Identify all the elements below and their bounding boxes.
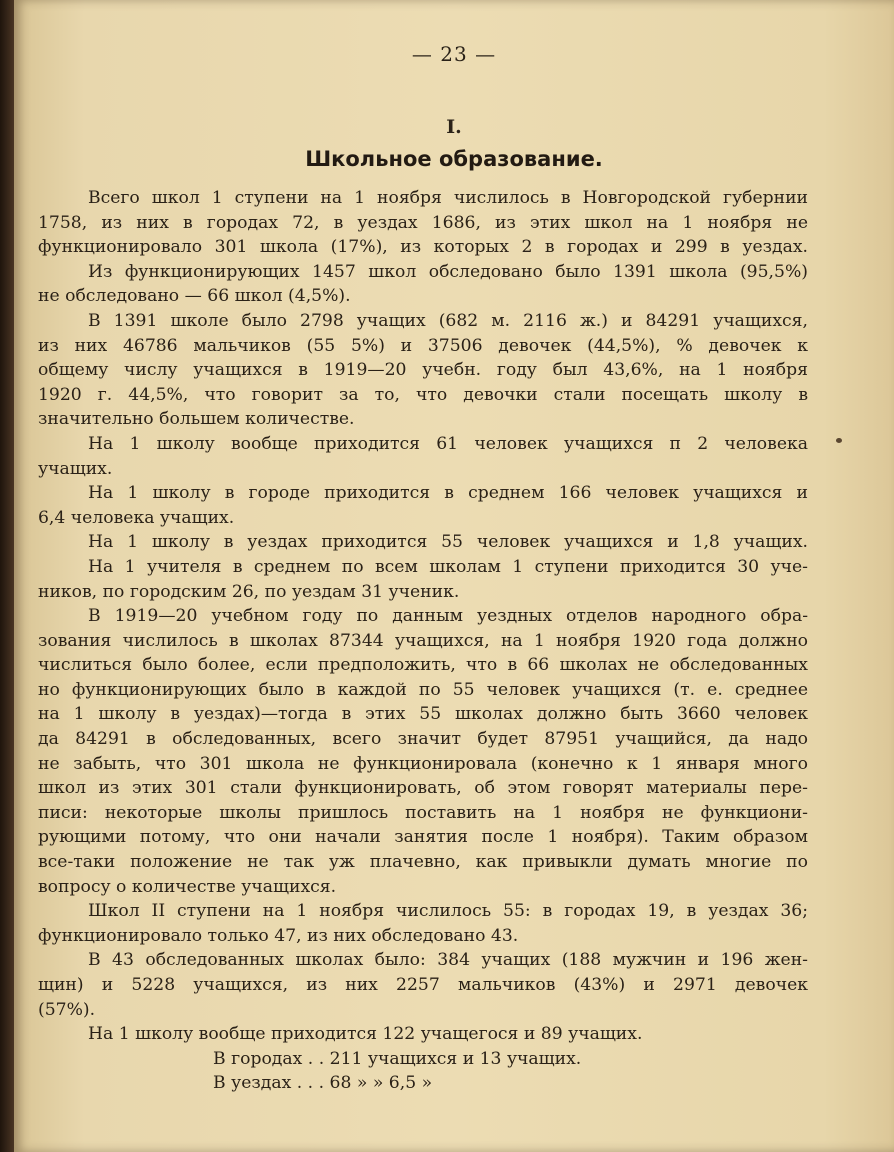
text-line: не обследовано — 66 школ (4,5%).: [38, 286, 351, 307]
text-line: учащих.: [38, 458, 113, 479]
text-line: На 1 школу в городе приходится в среднем 166 человек учащихся и: [88, 483, 808, 504]
text-line: общему числу учащихся в 1919—20 учебн. году был 43,6%, на 1 ноября: [38, 360, 808, 381]
text-line: Всего школ 1 ступени на 1 ноября числилось в Новгородской губернии: [88, 188, 808, 208]
section-heading: Школьное образование.: [305, 147, 603, 171]
text-line: Школ II ступени на 1 ноября числилось 55: в городах 19, в уездах 36;: [88, 901, 808, 922]
text-line: числиться было более, если предположить, что в 66 школах не обследованных: [38, 655, 808, 676]
text-line: 6,4 человека учащих.: [38, 507, 235, 528]
text-line: щин) и 5228 учащихся, из них 2257 мальчиков (43%) и 2971 девочек: [38, 975, 808, 995]
text-line: не забыть, что 301 школа не функционировала (конечно к 1 января много: [38, 753, 808, 774]
text-line: В уездах . . . 68 » » 6,5 »: [213, 1073, 433, 1094]
text-line: В городах . . 211 учащихся и 13 учащих.: [213, 1048, 582, 1069]
text-line: 1920 г. 44,5%, что говорит за то, что девочки стали посещать школу в: [38, 384, 808, 405]
text-line: из них 46786 мальчиков (55 5%) и 37506 девочек (44,5%), % девочек к: [38, 335, 808, 356]
text-line: зования числилось в школах 87344 учащихся, на 1 ноября 1920 года должно: [38, 630, 808, 651]
text-line: школ из этих 301 стали функционировать, об этом говорят материалы пере-: [38, 778, 808, 799]
text-line: На 1 школу в уездах приходится 55 человек учащихся и 1,8 учащих.: [88, 532, 808, 553]
text-line: В 43 обследованных школах было: 384 учащих (188 мужчин и 196 жен-: [88, 950, 808, 971]
text-line: 1758, из них в городах 72, в уездах 1686, из этих школ на 1 ноября не: [38, 212, 808, 233]
text-line: все-таки положение не так уж плачевно, как привыкли думать многие по: [38, 852, 808, 873]
book-binding: [0, 0, 14, 1152]
ink-spot: [836, 438, 842, 443]
text-line: но функционирующих было в каждой по 55 человек учащихся (т. е. среднее: [38, 679, 808, 700]
document-page: [14, 0, 894, 1152]
text-line: Из функционирующих 1457 школ обследовано было 1391 школа (95,5%): [88, 261, 808, 282]
text-line: вопросу о количестве учащихся.: [38, 876, 337, 897]
text-line: На 1 школу вообще приходится 122 учащегося и 89 учащих.: [88, 1024, 643, 1045]
text-line: На 1 учителя в среднем по всем школам 1 ступени приходится 30 уче-: [88, 556, 808, 577]
text-line: значительно большем количестве.: [38, 409, 355, 430]
text-line: На 1 школу вообще приходится 61 человек учащихся п 2 человека: [88, 433, 808, 454]
text-line: В 1391 школе было 2798 учащих (682 м. 2116 ж.) и 84291 учащихся,: [88, 310, 808, 331]
page-number: — 23 —: [411, 42, 497, 66]
text-line: писи: некоторые школы пришлось поставить на 1 ноября не функциони-: [38, 802, 808, 823]
text-line: функционировало только 47, из них обследовано 43.: [38, 925, 519, 946]
text-line: ников, по городским 26, по уездам 31 ученик.: [38, 581, 460, 602]
text-line: функционировало 301 школа (17%), из которых 2 в городах и 299 в уездах.: [38, 237, 808, 258]
text-line: В 1919—20 учебном году по данным уездных отделов народного обра-: [88, 606, 808, 627]
text-line: (57%).: [38, 999, 96, 1020]
section-number: I.: [446, 116, 462, 138]
text-line: рующими потому, что они начали занятия после 1 ноября). Таким образом: [38, 827, 808, 848]
body-text: [38, 186, 808, 1096]
text-line: да 84291 в обследованных, всего значит будет 87951 учащийся, да надо: [38, 729, 808, 750]
text-line: на 1 школу в уездах)—тогда в этих 55 школах должно быть 3660 человек: [38, 704, 808, 725]
